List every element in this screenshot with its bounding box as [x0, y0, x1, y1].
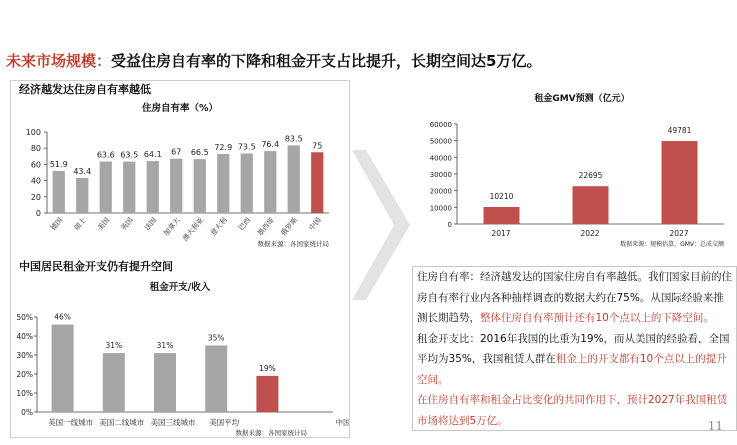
page-title	[6, 50, 541, 71]
ownership-value-label: 63.6	[96, 150, 115, 160]
ownership-source: 数据来源：各国家统计局	[257, 240, 329, 248]
rent-chart	[11, 260, 349, 441]
ownership-category-label: 中国	[307, 216, 323, 233]
ownership-value-label: 72.9	[214, 142, 233, 152]
gmv-y-tick-label: 0	[447, 221, 452, 227]
ownership-y-tick-label: 0	[35, 209, 41, 218]
gmv-source: 数据来源：规模估算，GMV：总成交额	[620, 241, 724, 248]
gmv-bar	[662, 141, 698, 224]
rent-chart-title: 租金开支/收入	[149, 282, 211, 293]
ownership-category-label: 俄罗斯	[279, 216, 300, 238]
ownership-bar	[241, 153, 253, 213]
section-heading-rent: 中国居民租金开支仍有提升空间	[19, 260, 173, 273]
analysis-line-7: 在住房自有率和租金占比变化的共同作用下，预计2027年我国租赁	[417, 394, 728, 406]
rent-value-label: 46%	[54, 312, 71, 322]
transition-arrow-icon	[352, 150, 410, 300]
analysis-line-3b: 整体住房自有率预计还有10个点以上的下降空间。	[480, 312, 714, 324]
rent-value-label: 19%	[259, 363, 276, 373]
analysis-line-5a: 平均为35%，我国租赁人群在	[417, 353, 556, 365]
ownership-chart-title: 住房自有率（%）	[141, 103, 219, 114]
gmv-chart	[412, 87, 732, 227]
gmv-bar	[573, 186, 609, 224]
ownership-category-label: 法国	[143, 216, 159, 233]
ownership-value-label: 63.5	[120, 150, 139, 160]
ownership-bar	[170, 159, 182, 213]
analysis-line-3a: 测长期趋势，	[417, 312, 480, 324]
ownership-category-label: 澳大利亚	[181, 216, 206, 243]
rent-bar	[256, 376, 278, 412]
gmv-category-label: 2027	[669, 229, 689, 238]
ownership-chart	[11, 81, 349, 256]
ownership-category-label: 瑞士	[72, 216, 88, 233]
ownership-bar	[76, 178, 88, 213]
gmv-value-label: 49781	[667, 126, 692, 136]
gmv-axis-labels	[412, 226, 732, 266]
ownership-category-label: 德国	[49, 216, 65, 233]
gmv-y-tick-label: 30000	[429, 171, 452, 179]
analysis-line-2: 房自有率行业内各种抽样调查的数据大约在75%。从国际经验来推	[417, 291, 724, 304]
ownership-y-tick-label: 80	[30, 144, 41, 154]
ownership-value-label: 51.9	[49, 159, 68, 169]
analysis-line-4: 租金开支比：2016年我国的比重为19%，而从美国的经验看，全国	[417, 332, 730, 345]
ownership-bar	[53, 171, 65, 213]
ownership-category-label: 加拿大	[162, 216, 182, 238]
ownership-category-label: 意大利	[209, 216, 229, 238]
ownership-category-label: 墨西哥	[256, 216, 276, 238]
ownership-bar	[147, 161, 159, 213]
rent-category-label: 美国平均	[209, 418, 240, 427]
rent-y-tick-label: 40%	[16, 332, 33, 341]
rent-bar	[52, 325, 74, 412]
rent-y-tick-label: 0%	[21, 408, 33, 417]
rent-bar	[103, 353, 125, 412]
ownership-value-label: 75	[312, 141, 323, 151]
ownership-value-label: 43.4	[73, 166, 92, 176]
rent-category-label: 美国二线城市	[99, 418, 145, 427]
page-title-rest: 受益住房自有率的下降和租金开支占比提升，长期空间达5万亿。	[111, 52, 542, 70]
ownership-y-tick-label: 20	[30, 192, 41, 202]
analysis-line-1: 住房自有率：经济越发达的国家住房自有率越低。我们国家目前的住	[417, 271, 732, 283]
section-heading-ownership: 经济越发达住房自有率越低	[19, 83, 151, 96]
rent-y-tick-label: 50%	[16, 313, 33, 322]
rent-value-label: 35%	[207, 333, 225, 343]
ownership-value-label: 66.5	[190, 148, 209, 158]
ownership-bar	[311, 152, 323, 213]
gmv-y-tick-label: 50000	[429, 137, 452, 146]
gmv-value-label: 10210	[489, 191, 514, 201]
rent-bar	[154, 353, 176, 412]
analysis-line-5b: 租金上的开支都有10个点以上的提升	[555, 353, 727, 365]
ownership-bar	[123, 162, 135, 213]
rent-y-tick-label: 30%	[16, 351, 33, 360]
ownership-y-tick-label: 40	[30, 176, 41, 186]
ownership-bar	[194, 159, 206, 213]
ownership-y-tick-label: 100	[25, 128, 41, 137]
gmv-category-label: 2022	[580, 229, 600, 238]
rent-category-label: 美国一线城市	[48, 418, 94, 427]
ownership-value-label: 64.1	[143, 150, 162, 160]
analysis-line-5	[413, 349, 736, 370]
rent-y-tick-label: 10%	[16, 389, 33, 398]
analysis-line-3	[413, 308, 736, 329]
gmv-value-label: 22695	[578, 171, 603, 181]
ownership-value-label: 83.5	[284, 134, 303, 144]
rent-source: 数据来源：各国家统计局	[235, 429, 307, 437]
ownership-value-label: 67	[171, 147, 182, 157]
ownership-category-label: 英国	[119, 216, 135, 233]
rent-category-label: 中国	[335, 418, 349, 427]
gmv-y-tick-label: 10000	[429, 204, 452, 213]
gmv-y-tick-label: 20000	[429, 187, 452, 196]
rent-bar	[205, 346, 227, 413]
left-charts-panel	[10, 80, 350, 438]
rent-value-label: 31%	[156, 341, 174, 351]
ownership-category-label: 美国	[96, 216, 112, 233]
ownership-category-label: 巴西	[237, 216, 253, 233]
ownership-value-label: 73.5	[237, 142, 256, 152]
rent-value-label: 31%	[105, 341, 123, 351]
analysis-line-8: 市场将达到5万亿。	[417, 414, 508, 427]
ownership-bar	[264, 151, 276, 213]
page-title-highlight: 未来市场规模：	[6, 52, 112, 70]
ownership-bar	[100, 161, 112, 213]
analysis-line-6: 空间。	[417, 373, 449, 386]
analysis-text-box	[412, 266, 737, 431]
ownership-value-label: 76.4	[261, 140, 280, 150]
ownership-bar	[217, 154, 229, 213]
rent-category-label: 美国三线城市	[150, 418, 196, 427]
gmv-y-tick-label: 40000	[429, 154, 452, 163]
gmv-category-label: 2017	[491, 229, 511, 238]
ownership-bar	[288, 145, 300, 213]
page-number: 11	[707, 419, 723, 433]
gmv-y-tick-label: 60000	[429, 121, 452, 129]
gmv-chart-title: 租金GMV预测（亿元）	[534, 94, 630, 104]
rent-y-tick-label: 20%	[16, 370, 33, 379]
gmv-bar	[484, 207, 520, 224]
ownership-y-tick-label: 60	[30, 160, 41, 170]
